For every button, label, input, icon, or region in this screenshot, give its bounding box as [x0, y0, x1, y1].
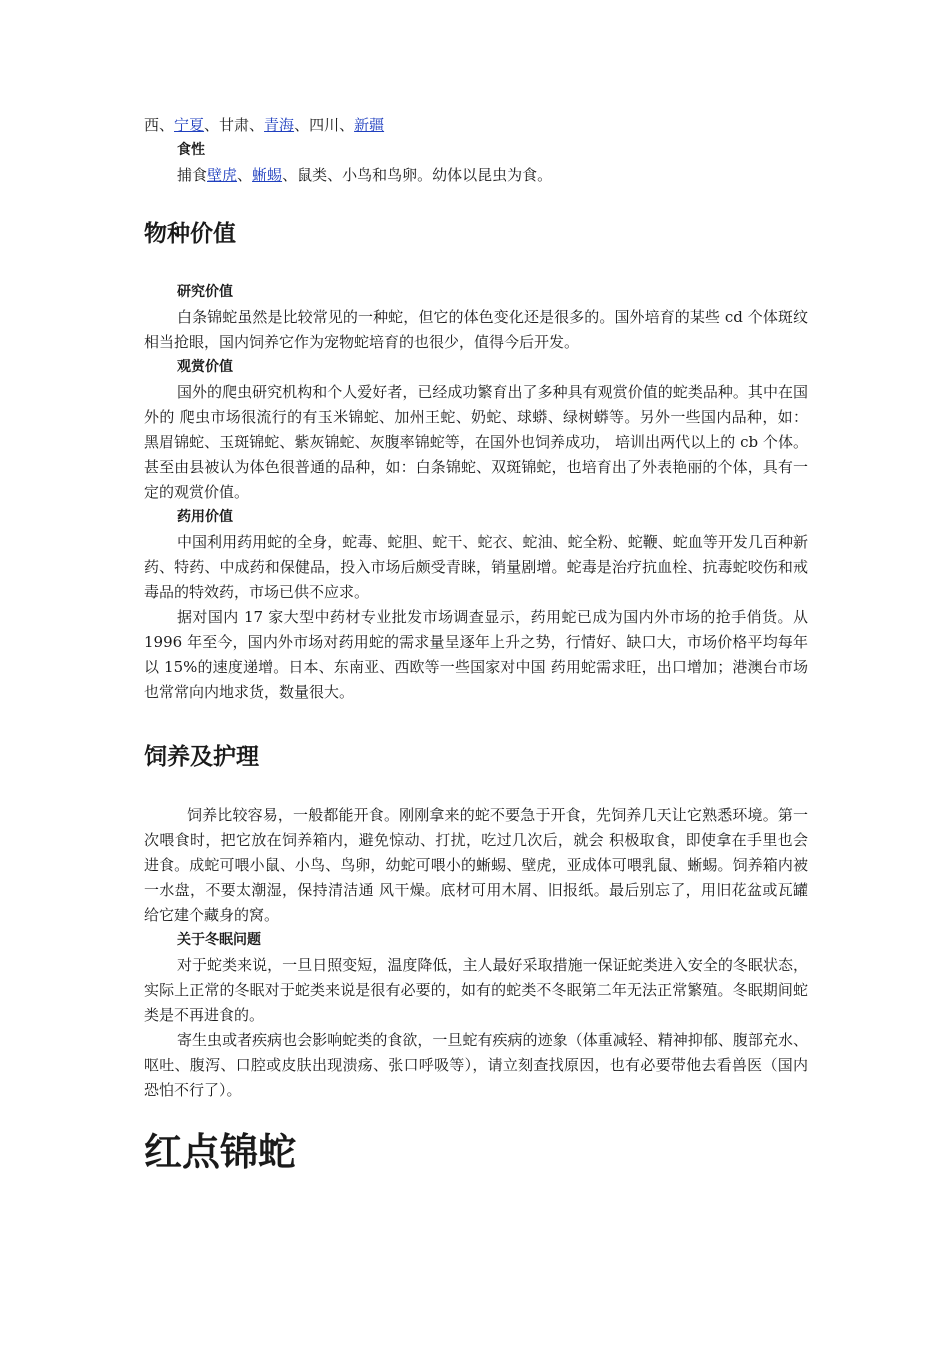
- link-ningxia[interactable]: 宁夏: [174, 116, 205, 134]
- distribution-line: [144, 113, 808, 138]
- diet-pre: 捕食: [177, 166, 208, 184]
- distribution-text-1: 、甘肃、: [204, 116, 265, 134]
- medicinal-paragraph-1: 中国利用药用蛇的全身，蛇毒、蛇胆、蛇干、蛇衣、蛇油、蛇全粉、蛇鞭、蛇血等开发几百种新药、特药、中成药和保健品，投入市场后颇受青睐，销量剧增。蛇毒是治疗抗血栓、抗毒蛇咬伤和戒毒品的特效药，市场已供不应求。: [144, 533, 808, 601]
- ornamental-heading: 观赏价值: [177, 359, 233, 375]
- section-title-care: 饲养及护理: [144, 744, 259, 770]
- diet-rest: 、鼠类、小鸟和鸟卵。幼体以昆虫为食。: [282, 166, 553, 184]
- distribution-text-2: 、四川、: [294, 116, 355, 134]
- medicinal-paragraph-2: 据对国内 17 家大型中药材专业批发市场调查显示，药用蛇已成为国内外市场的抢手俏货。从 1996 年至今，国内外市场对药用蛇的需求量呈逐年上升之势，行情好、缺口大，市场价格平均每年以 15%的速度递增。日本、东南亚、西欧等一些国家对中国 药用蛇需求旺，出口增加；港澳台市场也常常向内地求货，数量很大。: [144, 608, 808, 701]
- care-paragraph: 饲养比较容易，一般都能开食。刚刚拿来的蛇不要急于开食，先饲养几天让它熟悉环境。第一次喂食时，把它放在饲养箱内，避免惊动、打扰，吃过几次后，就会 积极取食，即使拿在手里也会进食。成蛇可喂小鼠、小鸟、鸟卵，幼蛇可喂小的蜥蜴、壁虎，亚成体可喂乳鼠、蜥蜴。饲养箱内被一水盘，不要太潮湿，保持清洁通 风干燥。底材可用木屑、旧报纸。最后别忘了，用旧花盆或瓦罐给它建个藏身的窝。: [144, 806, 808, 924]
- link-xinjiang[interactable]: 新疆: [354, 116, 385, 134]
- hibernation-paragraph-2: 寄生虫或者疾病也会影响蛇类的食欲，一旦蛇有疾病的迹象（体重减轻、精神抑郁、腹部充水、呕吐、腹泻、口腔或皮肤出现溃疡、张口呼吸等），请立刻查找原因，也有必要带他去看兽医（国内恐怕不行了）。: [144, 1031, 808, 1099]
- medicinal-heading: 药用价值: [177, 509, 233, 525]
- ornamental-paragraph: 国外的爬虫研究机构和个人爱好者，已经成功繁育出了多种具有观赏价值的蛇类品种。其中在国外的 爬虫市场很流行的有玉米锦蛇、加州王蛇、奶蛇、球蟒、绿树蟒等。另外一些国内品种，如：黑眉锦蛇、玉斑锦蛇、紫灰锦蛇、灰腹率锦蛇等，在国外也饲养成功， 培训出两代以上的 cb 个体。甚至由县被认为体色很普通的品种，如：白条锦蛇、双斑锦蛇，也培育出了外表艳丽的个体，具有一定的观赏价值。: [144, 383, 808, 501]
- diet-sep: 、: [237, 166, 253, 184]
- link-qinghai[interactable]: 青海: [264, 116, 295, 134]
- research-heading: 研究价值: [177, 284, 233, 300]
- hibernation-heading: 关于冬眠问题: [177, 932, 261, 948]
- document-page: [144, 113, 808, 1179]
- diet-heading: 食性: [177, 142, 205, 158]
- next-species-title: 红点锦蛇: [144, 1130, 297, 1174]
- distribution-prefix: 西、: [144, 116, 175, 134]
- section-title-species-value: 物种价值: [144, 221, 236, 247]
- link-gecko[interactable]: 壁虎: [207, 166, 238, 184]
- diet-text: [144, 163, 808, 188]
- link-lizard[interactable]: 蜥蜴: [252, 166, 283, 184]
- hibernation-paragraph-1: 对于蛇类来说，一旦日照变短，温度降低，主人最好采取措施一保证蛇类进入安全的冬眠状态，实际上正常的冬眠对于蛇类来说是很有必要的，如有的蛇类不冬眠第二年无法正常繁殖。冬眠期间蛇类是不再进食的。: [144, 956, 808, 1024]
- research-paragraph: 白条锦蛇虽然是比较常见的一种蛇，但它的体色变化还是很多的。国外培育的某些 cd 个体斑纹相当抢眼，国内饲养它作为宠物蛇培育的也很少，值得今后开发。: [144, 308, 808, 351]
